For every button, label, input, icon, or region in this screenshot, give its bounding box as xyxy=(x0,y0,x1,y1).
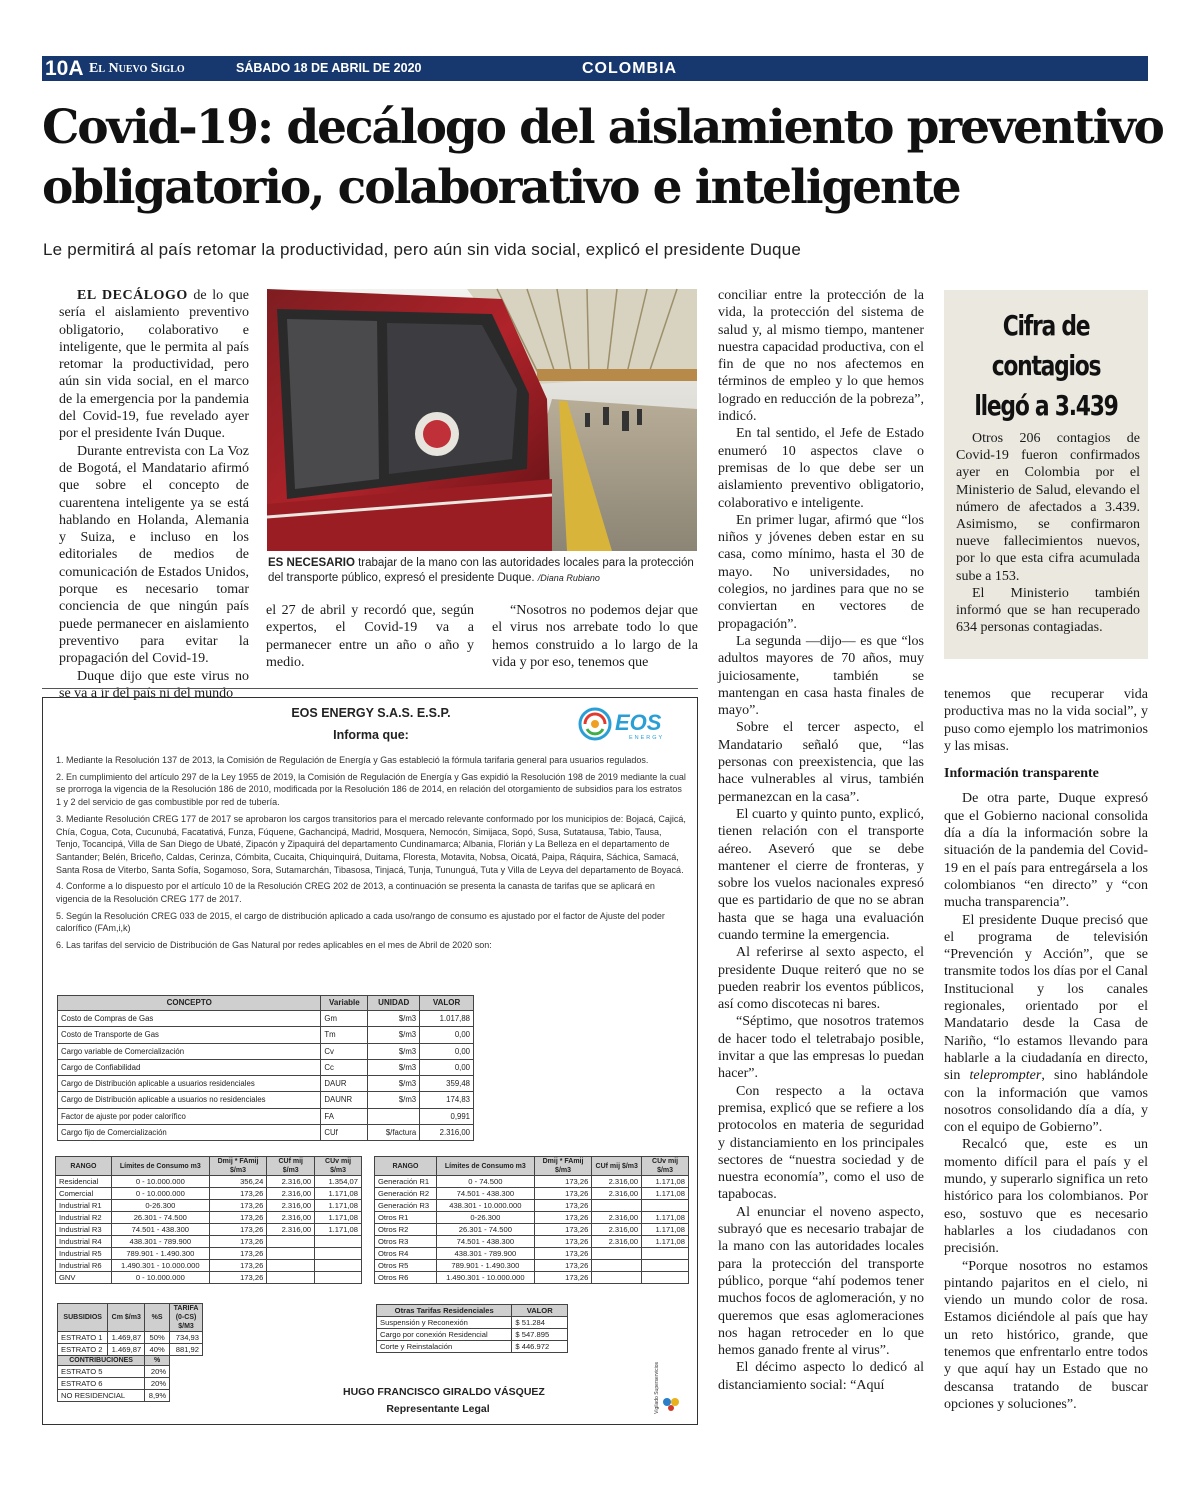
article-paragraph: Duque dijo que este virus no se va a ir del país ni del mundo xyxy=(59,668,249,701)
table-row: Cargo de Distribución aplicable a usuarios no residenciales DAUNR $/m3 174,83 xyxy=(58,1092,474,1108)
article-paragraph: De otra parte, Duque expresó que el Gobierno nacional consolida día a día la información sobre la situación de la pandemia del Covid-19 en el país para entregársela a los colombianos “en directo” y “con mucha transparencia”. xyxy=(944,791,1148,911)
lead-in: EL DECÁLOGO xyxy=(77,288,188,303)
article-paragraph: Al referirse al sexto aspecto, el presidente Duque reiteró que no se pueden reabrir los eventos públicos, así como discotecas ni bares. xyxy=(718,945,924,1013)
table-row: Otros R5 789.901 - 1.490.300 173,26 xyxy=(375,1260,689,1272)
table-row: Otros R4 438.301 - 789.900 173,26 xyxy=(375,1248,689,1260)
concept-table xyxy=(57,995,474,1141)
column-header: Límites de Consumo m3 xyxy=(436,1157,534,1176)
article-paragraph: “Séptimo, que nosotros tratemos de hacer todo el teletrabajo posible, invitar a que las empresas lo puedan hacer”. xyxy=(718,1014,924,1082)
table-row: Otros R2 26.301 - 74.500 173,26 2.316,00 1.171,08 xyxy=(375,1224,689,1236)
table-row: Industrial R3 74.501 - 438.300 173,26 2.316,00 1.171,08 xyxy=(56,1224,362,1236)
table-row: Otros R6 1.490.301 - 10.000.000 173,26 xyxy=(375,1272,689,1284)
table-row: Cargo por conexión Residencial $ 547.895 xyxy=(377,1329,568,1341)
other-rates-table xyxy=(376,1304,568,1353)
article-paragraph: el 27 de abril y recordó que, según expertos, el Covid-19 va a permanecer entre un año o año y medio. xyxy=(266,603,474,670)
column-header: CONTRIBUCIONES xyxy=(58,1356,145,1366)
ad-item: 5. Según la Resolución CREG 033 de 2015, el cargo de distribución aplicado a cada uso/rango de consumo es ajustado por el factor de Ajuste del poder calorífico (FAm,i,k) xyxy=(56,910,665,934)
eos-energy-notice xyxy=(42,697,698,1425)
column-header: Otras Tarifas Residenciales xyxy=(377,1305,512,1317)
table-row: Industrial R4 438.301 - 789.900 173,26 xyxy=(56,1236,362,1248)
column-header: SUBSIDIOS xyxy=(58,1304,108,1332)
ad-company-name: EOS ENERGY S.A.S. E.S.P. xyxy=(291,706,451,720)
column-header: RANGO xyxy=(56,1157,112,1176)
photo-caption: ES NECESARIO trabajar de la mano con las autoridades locales para la protección del transporte público, expresó el presidente Duque. /Diana Rubiano xyxy=(268,557,694,584)
table-row: Costo de Compras de Gas Gm $/m3 1.017,88 xyxy=(58,1011,474,1027)
table-row: Industrial R1 0-26.300 173,26 2.316,00 1.171,08 xyxy=(56,1200,362,1212)
article-paragraph: Sobre el tercer aspecto, el Mandatario señaló que, “las personas con preexistencia, que las hace vulnerables al virus, también permanezcan en la casa”. xyxy=(718,720,924,805)
article-paragraph: En tal sentido, el Jefe de Estado enumeró 10 aspectos clave o premisas de lo que debe ser un aislamiento preventivo obligatorio, colaborativo e inteligente. xyxy=(718,426,924,511)
table-header-row xyxy=(58,1356,203,1366)
table-header-row xyxy=(375,1157,689,1176)
rango-table-2 xyxy=(374,1156,689,1284)
ad-item: 4. Conforme a lo dispuesto por el artículo 10 de la Resolución CREG 202 de 2013, a continuación se presenta la canasta de tarifas que se aplicará en vigencia de la Resolución CREG 177 de 2017. xyxy=(56,881,655,905)
contagion-sidebar xyxy=(944,290,1148,659)
table-row: Generación R3 438.301 - 10.000.000 173,26 xyxy=(375,1200,689,1212)
sidebar-paragraph: Otros 206 contagios de Covid-19 fueron confirmados ayer en Colombia por el Ministerio de Salud, elevando el número de afectados a 3.439. Asimismo, se confirmaron nueve fallecimientos nuevos, por lo que esta cifra acumulada sube a 153. xyxy=(956,431,1140,584)
column-header: RANGO xyxy=(375,1157,437,1176)
table-row: Cargo fijo de Comercialización CUf $/factura 2.316,00 xyxy=(58,1125,474,1141)
column-header: CUf mij $/m3 xyxy=(592,1157,642,1176)
ad-item: 3. Mediante Resolución CREG 177 de 2017 se aprobaron los cargos transitorios para el mercado relevante conformado por los municipios de: Bojacá, Cajicá, Chía, Cogua, Cota, Cucunubá, Facatativá, Funza, Fúquene, Gachancipá, Madrid, Mosquera, Nemocón, Simijaca, Sopó, Susa, Sutatausa, Tabio, Tausa, Tenjo, Tocancipá, Villa de San Diego de Ubaté, Zipacón y Zipaquirá del departamento Cundinamarca; Albania, Florián y La Belleza en el departamento de Santander; Belén, Briceño, Caldas, Cerinza, Cómbita, Cucaita, Chiquinquirá, Duitama, Floresta, Motavita, Nobsa, Oicatá, Paipa, Ráquira, Sáchica, Samacá, Santa Rosa de Viterbo, Santa Sofía, Sogamoso, Sora, Sutamarchán, Tibasosa, Tinjacá, Tunja, Tununguá, Tuta y Villa de Leyva del departamento de Boyacá. xyxy=(56,813,686,875)
column-header: Cm $/m3 xyxy=(108,1304,145,1332)
table-row: Comercial 0 - 10.000.000 173,26 2.316,00 1.171,08 xyxy=(56,1188,362,1200)
column-header: VALOR xyxy=(512,1305,568,1317)
article-paragraph: conciliar entre la protección de la vida, la protección del sistema de salud y, al mismo tiempo, mantener nuestra capacidad productiva, con el fin de que no nos afectemos en términos de empleo y lo que hemos logrado en reducción de la pobreza”, indicó. xyxy=(718,288,925,425)
signatory-role: Representante Legal xyxy=(386,1403,490,1415)
article-column-1 xyxy=(59,287,249,701)
logo-wordmark: EOS xyxy=(615,710,662,735)
headline-line-2: obligatorio, colaborativo e inteligente xyxy=(42,160,960,215)
table-header-row xyxy=(58,1304,203,1332)
article-column-3 xyxy=(718,287,924,1425)
table-row: Cargo de Distribución aplicable a usuarios residenciales DAUR $/m3 359,48 xyxy=(58,1076,474,1092)
eos-energy-logo xyxy=(577,706,687,742)
table-row: Otros R3 74.501 - 438.300 173,26 2.316,00 1.171,08 xyxy=(375,1236,689,1248)
ad-informs-heading: Informa que: xyxy=(333,728,409,742)
table-header-row xyxy=(56,1157,362,1176)
ad-item: 2. En cumplimiento del artículo 297 de la Ley 1955 de 2019, la Comisión de Regulación de Energía y Gas expidió la Resolución 198 de 2019 mediante la cual se prorroga la vigencia de la Resolución 186 de 2010, modificada por la Resolución 186 de 2014, en relación del otorgamiento de subsidios para los estratos 1 y 2 del servicio de gas combustible por red de tubería. xyxy=(56,771,686,808)
article-headline xyxy=(42,98,1182,218)
ad-top-rule xyxy=(42,688,698,689)
table-row: Industrial R6 1.490.301 - 10.000.000 173,26 xyxy=(56,1260,362,1272)
sidebar-body xyxy=(956,430,1140,636)
column-header: Dmij * FAmij $/m3 xyxy=(209,1157,267,1176)
article-paragraph: “Nosotros no podemos dejar que el virus nos arrebate todo lo que hemos construido a lo largo de la vida y por eso, tenemos que xyxy=(492,603,698,670)
issue-date: SÁBADO 18 DE ABRIL DE 2020 xyxy=(236,61,422,75)
table-row: Industrial R2 26.301 - 74.500 173,26 2.316,00 1.171,08 xyxy=(56,1212,362,1224)
caption-lead: ES NECESARIO xyxy=(268,557,355,569)
table-row: ESTRATO 5 20% xyxy=(58,1366,203,1378)
table-row: Generación R1 0 - 74.500 173,26 2.316,00 1.171,08 xyxy=(375,1176,689,1188)
table-row: GNV 0 - 10.000.000 173,26 xyxy=(56,1272,362,1284)
article-column-4 xyxy=(944,686,1148,1426)
newspaper-name: El Nuevo Siglo xyxy=(89,61,185,76)
column-header: CUf mij $/m3 xyxy=(267,1157,315,1176)
ad-item: 1. Mediante la Resolución 137 de 2013, la Comisión de Regulación de Energía y Gas estableció la fórmula tarifaria general para usuarios regulados. xyxy=(56,755,649,765)
article-column-2a xyxy=(266,602,474,674)
table-row: Factor de ajuste por poder calorífico FA 0,991 xyxy=(58,1108,474,1124)
column-header: TARIFA (0-CS) $/M3 xyxy=(170,1304,203,1332)
column-header: VALOR xyxy=(420,996,474,1011)
column-header: CONCEPTO xyxy=(58,996,321,1011)
table-row: Residencial 0 - 10.000.000 356,24 2.316,00 1.354,07 xyxy=(56,1176,362,1188)
article-paragraph: Durante entrevista con La Voz de Bogotá, el Mandatario afirmó que sobre el concepto de cuarentena inteligente ya se está hablando en Holanda, Alemania y Suiza, e incluso en los editoriales de medios de comunicación de Estados Unidos, porque es necesario tomar conciencia de que ningún país puede permanecer en aislamiento preventivo para evitar la propagación del Covid-19. xyxy=(59,443,249,667)
article-paragraph: En primer lugar, afirmó que “los niños y jóvenes deben estar en su casa, como mínimo, hasta el 30 de mayo. No universidades, no colegios, no jardines para que no se conviertan en vectores de propagación”. xyxy=(718,512,924,632)
article-photo xyxy=(267,289,697,551)
table-row: Cargo de Confiabilidad Cc $/m3 0,00 xyxy=(58,1059,474,1075)
table-row: ESTRATO 1 1.469,87 50% 734,93 xyxy=(58,1332,203,1344)
table-header-row xyxy=(377,1305,568,1317)
article-column-2b xyxy=(492,602,698,674)
transit-bus-photo xyxy=(267,289,697,551)
column-header: Límites de Consumo m3 xyxy=(111,1157,209,1176)
ad-item: 6. Las tarifas del servicio de Distribución de Gas Natural por redes aplicables en el mes de Abril de 2020 son: xyxy=(56,940,492,951)
article-paragraph: El cuarto y quinto punto, explicó, tienen relación con el transporte aéreo. Aseveró que se debe mantener el cierre de fronteras, y sobre los vuelos nacionales expresó que es partidario de que no se abran hasta que se haga una evaluación cuando termine la emergencia. xyxy=(718,806,924,943)
section-subtitle: Información transparente xyxy=(944,766,1099,782)
table-row: ESTRATO 6 20% xyxy=(58,1378,203,1390)
table-row: Generación R2 74.501 - 438.300 173,26 2.316,00 1.171,08 xyxy=(375,1188,689,1200)
headline-line-1: Covid-19: decálogo del aislamiento preventivo xyxy=(42,100,1163,155)
table-header-row xyxy=(58,996,474,1011)
section-name: COLOMBIA xyxy=(582,60,678,77)
signatory-name: HUGO FRANCISCO GIRALDO VÁSQUEZ xyxy=(343,1386,545,1398)
superservicios-label: Vigilado Superservicios xyxy=(654,1362,660,1414)
article-paragraph: El presidente Duque precisó que el programa de televisión “Prevención y Acción”, que se transmite todos los días por el Canal Institucional y los canales regionales, orientado por el Mandatario desde la Casa de Nariño, “lo estamos llevando para hablarle a la ciudadanía en directo, sin teleprompter, sino hablándole con la información que vamos nosotros consolidando día a día, y con el equipo de Gobierno”. xyxy=(944,912,1148,1136)
article-paragraph: tenemos que recuperar vida productiva mas no la vida social”, y puso como ejemplo los matrimonios y las misas. xyxy=(944,687,1148,754)
column-header: CUv mij $/m3 xyxy=(315,1157,362,1176)
column-header: %S xyxy=(145,1304,170,1332)
rango-table-1 xyxy=(55,1156,362,1284)
table-row: ESTRATO 2 1.469,87 40% 881,92 xyxy=(58,1344,203,1356)
sidebar-title: Cifra de contagios llegó a 3.439 xyxy=(974,309,1118,422)
article-paragraph: Al enunciar el noveno aspecto, subrayó que es necesario trabajar de la mano con las autoridades locales para la protección del transporte público, porque “ahí podemos tener muchos focos de aglomeración, y no queremos que esas aglomeraciones nos hagan retroceder en lo que hemos ganado frente al virus”. xyxy=(718,1204,924,1359)
table-row: Suspensión y Reconexión $ 51.284 xyxy=(377,1317,568,1329)
column-header: Dmij * FAmij $/m3 xyxy=(534,1157,592,1176)
table-row: NO RESIDENCIAL 8,9% xyxy=(58,1390,203,1402)
page-header-bar xyxy=(42,56,1148,81)
article-subheadline: Le permitirá al país retomar la productividad, pero aún sin vida social, explicó el presidente Duque xyxy=(43,240,802,259)
table-row: Otros R1 0-26.300 173,26 2.316,00 1.171,08 xyxy=(375,1212,689,1224)
column-header: Variable xyxy=(321,996,368,1011)
page-number: 10A xyxy=(45,57,84,80)
column-header: UNIDAD xyxy=(368,996,420,1011)
table-row: Industrial R5 789.901 - 1.490.300 173,26 xyxy=(56,1248,362,1260)
column-header: CUv mij $/m3 xyxy=(642,1157,689,1176)
photo-credit: /Diana Rubiano xyxy=(537,573,600,583)
logo-subword: ENERGY xyxy=(629,735,665,741)
column-header: % xyxy=(145,1356,170,1366)
table-row: Cargo variable de Comercialización Cv $/m3 0,00 xyxy=(58,1043,474,1059)
article-paragraph: EL DECÁLOGO de lo que sería el aislamiento preventivo obligatorio, colaborativo e inteligente, que le permita al país retomar la productividad, pero aún sin vida social, en el marco de la emergencia por la pandemia del Covid-19, fue revelado ayer por el presidente Iván Duque. xyxy=(59,288,249,442)
article-paragraph: La segunda —dijo— es que “los adultos mayores de 70 años, muy juiciosamente, también se mantengan en casa hasta finales de mayo”. xyxy=(718,633,924,719)
article-paragraph: “Porque nosotros no estamos pintando pajaritos en el cielo, ni viendo un mundo color de rosa. Estamos diciéndole al país que hay un reto histórico, grande, que tenemos que enfrentarlo entre todos y que aquí hay un Estado que no descansa tratando de buscar opciones y soluciones”. xyxy=(944,1258,1148,1412)
article-paragraph: El décimo aspecto lo dedicó al distanciamiento social: “Aquí xyxy=(718,1360,924,1393)
subsidy-table xyxy=(57,1303,203,1402)
ad-items xyxy=(56,754,686,956)
table-row: Costo de Transporte de Gas Tm $/m3 0,00 xyxy=(58,1027,474,1043)
article-paragraph: Con respecto a la octava premisa, explicó que se refiere a los protocolos en materia de seguridad y distanciamiento en los principales sectores de “nuestra sociedad y de nuestra economía”, como el uso de tapabocas. xyxy=(718,1083,924,1203)
table-row: Corte y Reinstalación $ 446.972 xyxy=(377,1341,568,1353)
sidebar-paragraph: El Ministerio también informó que se han recuperado 634 personas contagiadas. xyxy=(956,585,1140,636)
article-paragraph: Recalcó que, este es un momento difícil para el país y el mundo, y superarlo significa un reto histórico para los colombianos. Por eso, sostuvo que es necesario hablarles a los ciudadanos con precisión. xyxy=(944,1137,1148,1257)
